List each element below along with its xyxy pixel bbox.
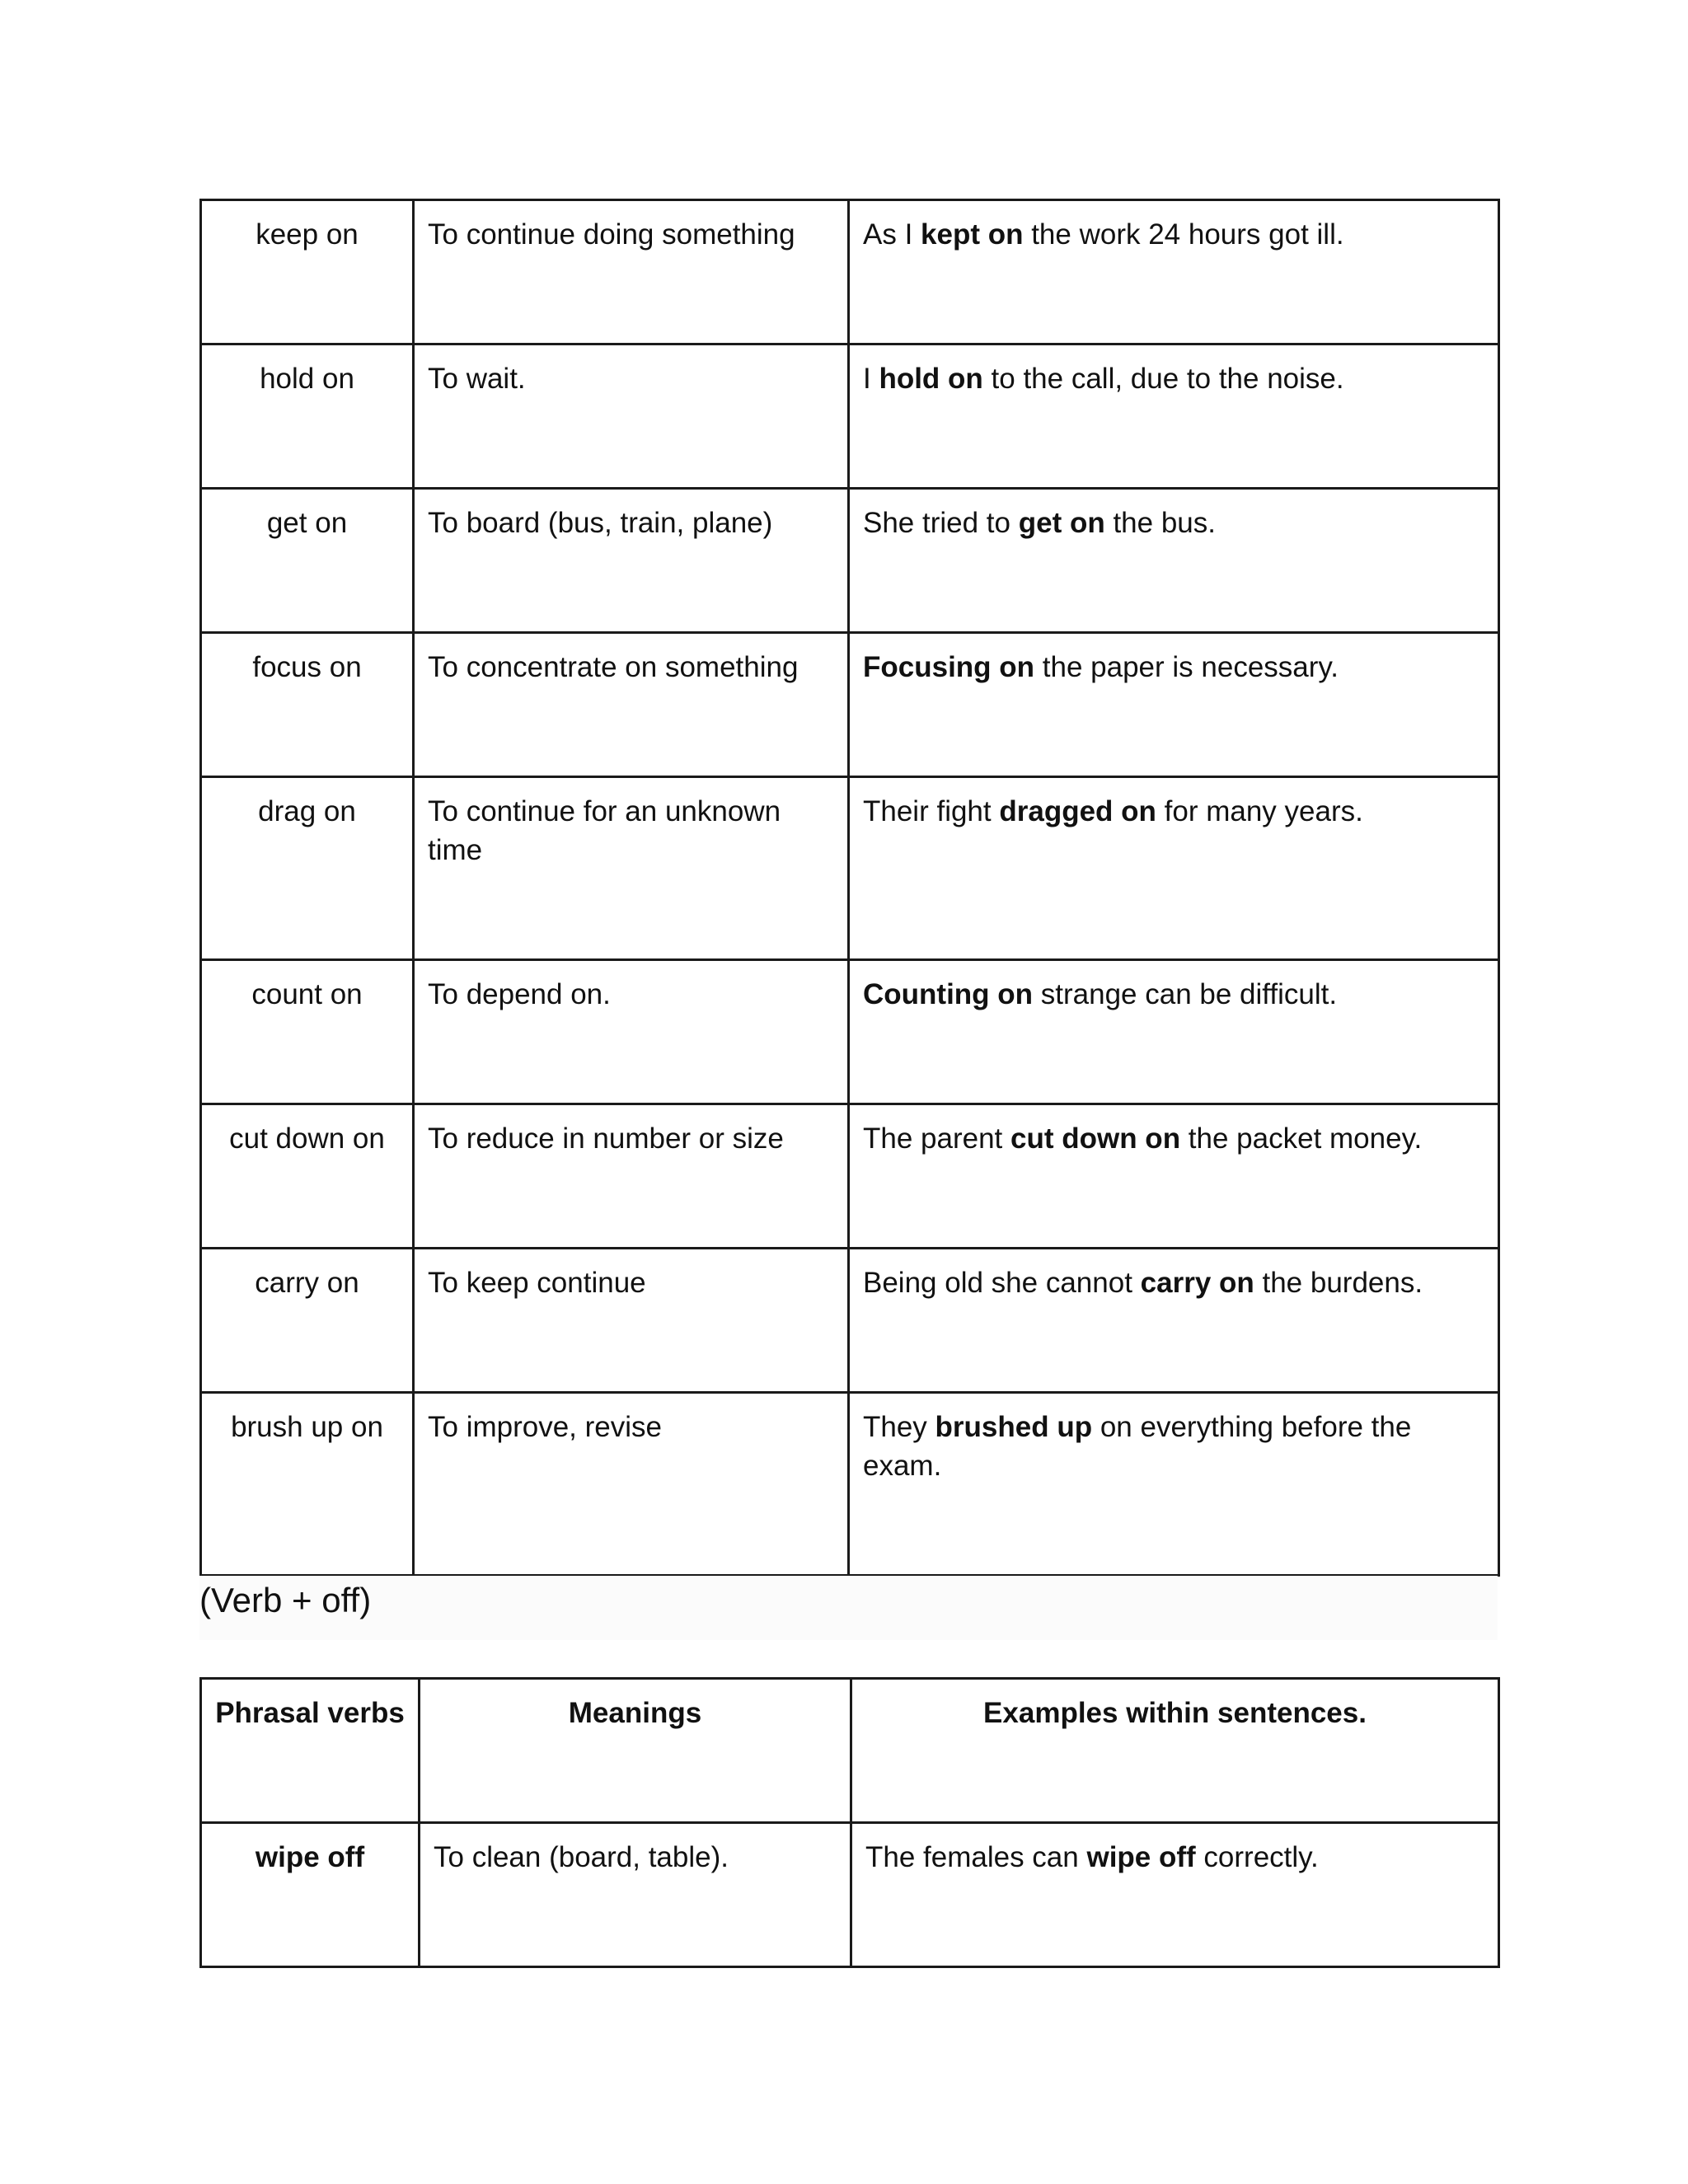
example-phrasal-verb: Counting on	[863, 978, 1034, 1010]
example-phrasal-verb: hold on	[879, 363, 983, 395]
example-text: the burdens.	[1254, 1267, 1423, 1299]
phrasal-verb-cell: keep on	[201, 200, 414, 344]
table-row	[201, 633, 1499, 777]
phrasal-verb-cell: count on	[201, 960, 414, 1104]
phrasal-verb-cell: hold on	[201, 344, 414, 489]
phrasal-verb-text: wipe off	[255, 1841, 365, 1873]
example-text: on everything before the exam.	[863, 1411, 1412, 1482]
meaning-cell: To clean (board, table).	[420, 1823, 851, 1967]
table-row	[201, 1104, 1499, 1249]
table-row	[201, 200, 1499, 344]
example-phrasal-verb: wipe off	[1086, 1841, 1196, 1873]
phrasal-verb-cell: get on	[201, 489, 414, 633]
meaning-cell: To keep continue	[414, 1249, 849, 1393]
example-text: the bus.	[1104, 507, 1216, 539]
phrasal-verbs-off-table	[199, 1677, 1500, 1968]
example-text: They	[863, 1411, 935, 1443]
example-phrasal-verb: Focusing on	[863, 651, 1035, 683]
phrasal-verb-cell: carry on	[201, 1249, 414, 1393]
example-cell	[849, 344, 1499, 489]
example-cell	[849, 1249, 1499, 1393]
example-cell	[851, 1823, 1499, 1967]
example-cell	[849, 1393, 1499, 1576]
column-header-meanings: Meanings	[420, 1679, 851, 1823]
table-row	[201, 1249, 1499, 1393]
column-header-examples: Examples within sentences.	[851, 1679, 1499, 1823]
example-text: As I	[863, 218, 921, 251]
example-text: The females can	[865, 1841, 1087, 1873]
meaning-cell: To continue for an unknown time	[414, 777, 849, 960]
meaning-cell: To concentrate on something	[414, 633, 849, 777]
example-text: strange can be difficult.	[1033, 978, 1338, 1010]
example-text: the paper is necessary.	[1034, 651, 1339, 683]
example-cell	[849, 960, 1499, 1104]
table-row	[201, 489, 1499, 633]
example-cell	[849, 633, 1499, 777]
table-row	[201, 1393, 1499, 1576]
meaning-cell: To continue doing something	[414, 200, 849, 344]
example-text: the packet money.	[1180, 1122, 1423, 1155]
section-heading: (Verb + off)	[199, 1576, 1498, 1640]
meaning-cell: To depend on.	[414, 960, 849, 1104]
example-text: Their fight	[863, 795, 1000, 827]
phrasal-verb-cell: brush up on	[201, 1393, 414, 1576]
example-phrasal-verb: get on	[1018, 507, 1105, 539]
example-text: She tried to	[863, 507, 1019, 539]
table-row	[201, 1823, 1499, 1967]
meaning-cell: To wait.	[414, 344, 849, 489]
example-text: The parent	[863, 1122, 1010, 1155]
column-header-phrasal-verbs: Phrasal verbs	[201, 1679, 420, 1823]
table-row	[201, 777, 1499, 960]
phrasal-verb-cell: focus on	[201, 633, 414, 777]
example-text: for many years.	[1156, 795, 1363, 827]
example-phrasal-verb: carry on	[1140, 1267, 1254, 1299]
example-cell	[849, 489, 1499, 633]
example-phrasal-verb: kept on	[921, 218, 1024, 251]
meaning-cell: To improve, revise	[414, 1393, 849, 1576]
example-text: the work 24 hours got ill.	[1023, 218, 1344, 251]
meaning-cell: To board (bus, train, plane)	[414, 489, 849, 633]
example-cell	[849, 1104, 1499, 1249]
example-phrasal-verb: cut down on	[1010, 1122, 1181, 1155]
example-phrasal-verb: dragged on	[999, 795, 1156, 827]
example-cell	[849, 200, 1499, 344]
phrasal-verb-cell	[201, 1823, 420, 1967]
table-row	[201, 960, 1499, 1104]
phrasal-verbs-on-table	[199, 199, 1500, 1577]
example-text: correctly.	[1195, 1841, 1319, 1873]
table-row	[201, 344, 1499, 489]
example-text: to the call, due to the noise.	[982, 363, 1344, 395]
example-text: I	[863, 363, 879, 395]
meaning-cell: To reduce in number or size	[414, 1104, 849, 1249]
example-cell	[849, 777, 1499, 960]
example-phrasal-verb: brushed up	[935, 1411, 1093, 1443]
table-header-row	[201, 1679, 1499, 1823]
phrasal-verb-cell: drag on	[201, 777, 414, 960]
example-text: Being old she cannot	[863, 1267, 1141, 1299]
phrasal-verb-cell: cut down on	[201, 1104, 414, 1249]
